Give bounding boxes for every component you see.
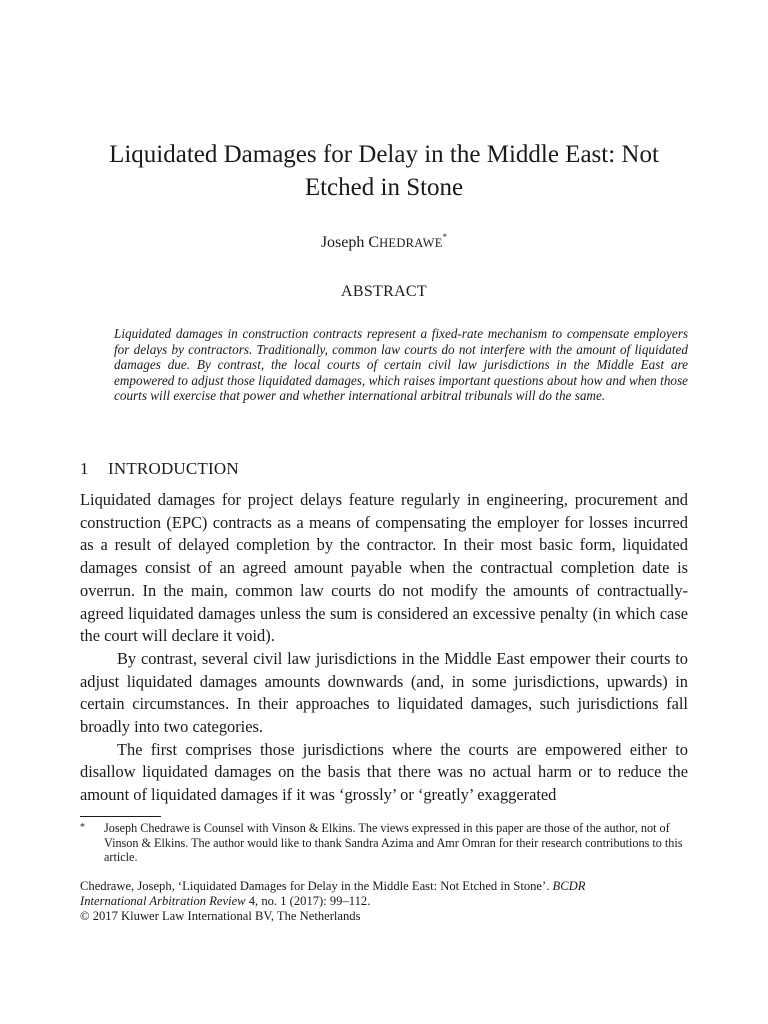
abstract-text: Liquidated damages in construction contracts represent a fixed-rate mechanism to compensate employers for delays by contractors. Traditionally, common law courts do not interfere with the amount of liquidated damages due. By contrast, the local courts of certain civil law jurisdictions in the Middle East are empowered to adjust those liquidated damages, which raises important questions about how and when those courts will exercise that power and whether international arbitral tribunals will do the same. [114, 326, 688, 404]
section-title: INTRODUCTION [108, 459, 239, 478]
citation-block [80, 879, 700, 924]
citation-text: Chedrawe, Joseph, ‘Liquidated Damages for Delay in the Middle East: Not Etched in Stone’. [80, 879, 553, 893]
citation-line-1 [80, 879, 700, 894]
body-paragraph: Liquidated damages for project delays feature regularly in engineering, procurement and construction (EPC) contracts as a means of compensating the employer for losses incurred as a result of delayed completion by the contractor. In their most basic form, liquidated damages consist of an agreed amount payable when the contractual completion date is overrun. In the main, common law courts do not modify the amounts of contractually-agreed liquidated damages unless the sum is considered an excessive penalty (in which case the court will declare it void). [80, 490, 688, 646]
section-heading [80, 459, 239, 479]
body-paragraph: By contrast, several civil law jurisdictions in the Middle East empower their courts to adjust liquidated damages amounts downwards (and, in some jurisdictions, upwards) in certain circumstances. In their approaches to liquidated damages, such jurisdictions fall broadly into two categories. [80, 648, 688, 737]
author-first-name: Joseph [320, 234, 369, 251]
citation-line-2 [80, 894, 700, 909]
author-line [0, 232, 768, 252]
footnote-text: Joseph Chedrawe is Counsel with Vinson & Elkins. The views expressed in this paper are those of the author, not of Vinson & Elkins. The author would like to thank Sandra Azima and Amr Omran for their research contributions to this article. [104, 821, 683, 865]
citation-journal-name: International Arbitration Review [80, 894, 246, 908]
copyright-line: © 2017 Kluwer Law International BV, The Netherlands [80, 909, 361, 923]
abstract-heading: ABSTRACT [341, 283, 427, 300]
footnote-divider [80, 816, 161, 817]
footnote [80, 821, 688, 865]
author-surname-rest: HEDRAWE [379, 236, 443, 250]
author-footnote-mark: * [442, 232, 448, 242]
section-number: 1 [80, 459, 89, 478]
citation-details: 4, no. 1 (2017): 99–112. [245, 894, 371, 908]
footnote-mark: * [80, 822, 85, 833]
body-text [80, 489, 688, 807]
body-paragraph: The first comprises those jurisdictions where the courts are empowered either to disallow liquidated damages on the basis that there was no actual harm or to reduce the amount of liquidated damages if it was ‘grossly’ or ‘greatly’ exaggerated [80, 739, 688, 805]
article-title: Liquidated Damages for Delay in the Middle East: Not Etched in Stone [109, 141, 659, 201]
citation-journal-short: BCDR [552, 879, 586, 893]
author-surname-initial: C [368, 234, 380, 251]
